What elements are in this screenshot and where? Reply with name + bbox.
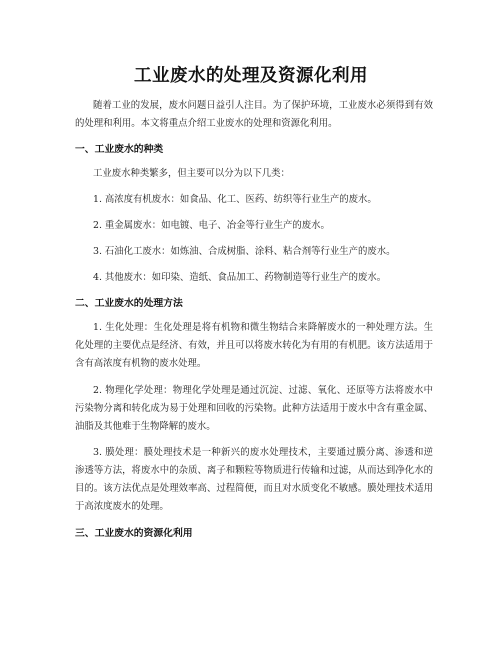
section-lead-types: 工业废水种类繁多，但主要可以分为以下几类： — [93, 168, 290, 179]
method-paragraph: 2. 物理化学处理：物理化学处理是通过沉淀、过滤、氧化、还原等方法将废水中污染物分离和转化成为易于处理和回收的污染物。此种方法适用于废水中含有重金属、油脂及其他难于生物降解的废水。 — [75, 384, 433, 432]
list-item: 3. 石油化工废水：如炼油、合成树脂、涂料、粘合剂等行业生产的废水。 — [93, 246, 396, 257]
section-heading-types: 一、工业废水的种类 — [75, 144, 164, 155]
section-heading-methods: 二、工业废水的处理方法 — [75, 298, 183, 309]
list-item: 4. 其他废水：如印染、造纸、食品加工、药物制造等行业生产的废水。 — [93, 272, 387, 283]
document-body — [75, 97, 433, 549]
method-paragraph: 1. 生化处理：生化处理是将有机物和微生物结合来降解废水的一种处理方法。生化处理的主要优点是经济、有效，并且可以将废水转化为有用的有机肥。该方法适用于含有高浓度有机物的废水处理。 — [75, 322, 433, 369]
list-item: 2. 重金属废水：如电镀、电子、冶金等行业生产的废水。 — [93, 220, 330, 231]
list-item: 1. 高浓度有机废水：如食品、化工、医药、纺织等行业生产的废水。 — [93, 194, 377, 205]
section-heading-reuse: 三、工业废水的资源化利用 — [75, 527, 193, 539]
method-paragraph: 3. 膜处理：膜处理技术是一种新兴的废水处理技术，主要通过膜分离、渗透和逆渗透等方法，将废水中的杂质、离子和颗粒等物质进行传输和过滤，从而达到净化水的目的。该方法优点是处理效率高、过程简便，而且对水质变化不敏感。膜处理技术适用于高浓度废水的处理。 — [75, 447, 433, 512]
document-title: 工业废水的处理及资源化利用 — [134, 66, 368, 86]
intro-paragraph: 随着工业的发展，废水问题日益引人注目。为了保护环境，工业废水必须得到有效的处理和利用。本文将重点介绍工业废水的处理和资源化利用。 — [75, 100, 433, 129]
